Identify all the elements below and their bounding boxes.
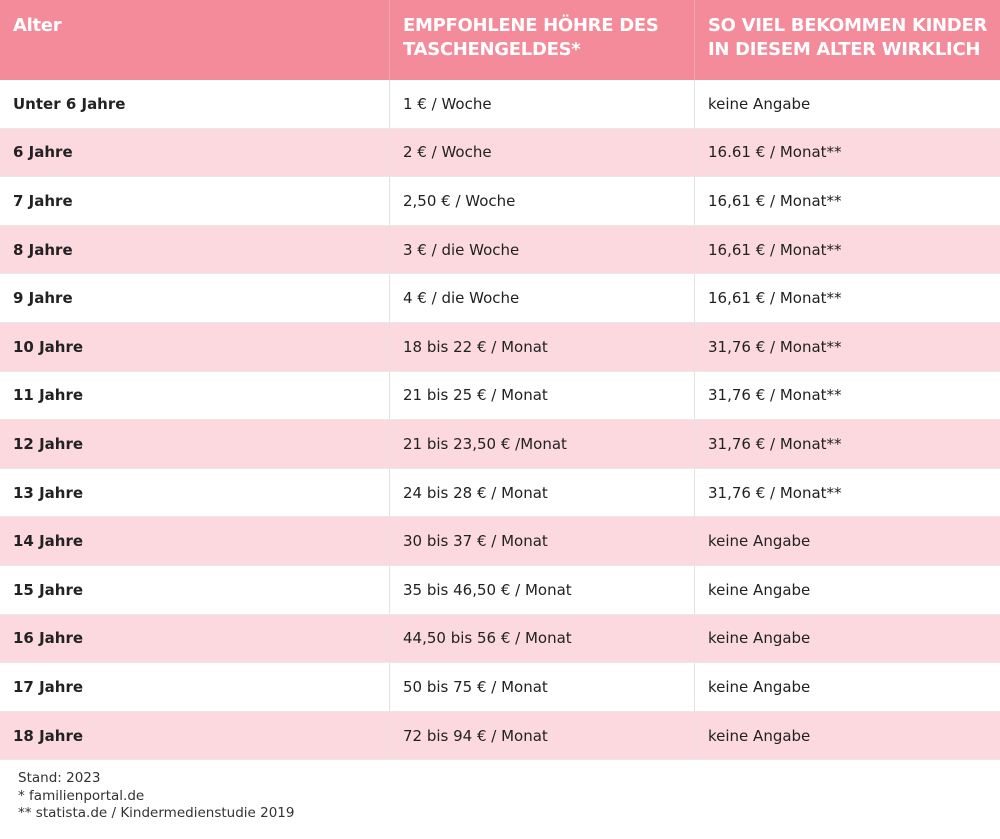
table-row (0, 420, 1000, 469)
cell-actual: 16,61 € / Monat** (708, 240, 842, 259)
table-row (0, 663, 1000, 712)
cell-age: 9 Jahre (0, 274, 390, 322)
table-row (0, 615, 1000, 664)
table-row (0, 372, 1000, 421)
cell-actual: keine Angabe (708, 629, 811, 648)
cell-recommended: 18 bis 22 € / Monat (390, 323, 695, 371)
cell-recommended: 35 bis 46,50 € / Monat (390, 566, 695, 614)
cell-recommended: 2,50 € / Woche (390, 177, 695, 225)
table-row (0, 469, 1000, 518)
cell-recommended: 24 bis 28 € / Monat (390, 469, 695, 517)
table-row (0, 566, 1000, 615)
cell-actual: 16,61 € / Monat** (708, 191, 842, 210)
cell-recommended: 21 bis 25 € / Monat (390, 372, 695, 420)
cell-recommended: 1 € / Woche (390, 80, 695, 128)
cell-age: 15 Jahre (0, 566, 390, 614)
cell-actual: 16.61 € / Monat** (708, 143, 842, 162)
table-row (0, 177, 1000, 226)
cell-age: 8 Jahre (0, 226, 390, 274)
table-row (0, 129, 1000, 178)
cell-age: 17 Jahre (0, 663, 390, 711)
cell-age: 11 Jahre (0, 372, 390, 420)
column-header-recommended-label: EMPFOHLENE HÖHRE DES TASCHENGELDES* (403, 15, 659, 60)
table-row (0, 517, 1000, 566)
table-header-row (0, 0, 1000, 80)
cell-age: Unter 6 Jahre (0, 80, 390, 128)
cell-actual: keine Angabe (708, 532, 811, 551)
cell-age: 12 Jahre (0, 420, 390, 468)
cell-actual: keine Angabe (708, 677, 811, 696)
column-header-actual (695, 0, 1000, 80)
cell-recommended: 3 € / die Woche (390, 226, 695, 274)
cell-recommended: 21 bis 23,50 € /Monat (390, 420, 695, 468)
cell-recommended: 2 € / Woche (390, 129, 695, 177)
cell-age: 18 Jahre (0, 712, 390, 760)
column-header-actual-label: SO VIEL BEKOMMEN KINDER IN DIESEM ALTER WIRKLICH (708, 15, 988, 60)
cell-age: 14 Jahre (0, 517, 390, 565)
footnotes (0, 760, 1000, 823)
cell-age: 16 Jahre (0, 615, 390, 663)
cell-actual: 31,76 € / Monat** (708, 337, 842, 356)
table-row (0, 274, 1000, 323)
cell-actual: 31,76 € / Monat** (708, 434, 842, 453)
cell-recommended: 44,50 bis 56 € / Monat (390, 615, 695, 663)
cell-age: 13 Jahre (0, 469, 390, 517)
cell-age: 7 Jahre (0, 177, 390, 225)
cell-actual: keine Angabe (708, 726, 811, 745)
cell-actual: 31,76 € / Monat** (708, 386, 842, 405)
footnote-source-2: ** statista.de / Kindermedienstudie 2019 (18, 805, 295, 822)
footnote-stand: Stand: 2023 (18, 770, 101, 787)
table-row (0, 226, 1000, 275)
table-row (0, 712, 1000, 761)
footnote-source-1: * familienportal.de (18, 787, 145, 804)
cell-recommended: 72 bis 94 € / Monat (390, 712, 695, 760)
cell-actual: keine Angabe (708, 94, 811, 113)
cell-recommended: 30 bis 37 € / Monat (390, 517, 695, 565)
table-body (0, 80, 1000, 760)
table-row (0, 323, 1000, 372)
cell-actual: 16,61 € / Monat** (708, 289, 842, 308)
cell-age: 10 Jahre (0, 323, 390, 371)
table-row (0, 80, 1000, 129)
column-header-age (0, 0, 390, 80)
cell-actual: keine Angabe (708, 580, 811, 599)
cell-age: 6 Jahre (0, 129, 390, 177)
cell-recommended: 4 € / die Woche (390, 274, 695, 322)
column-header-age-label: Alter (13, 15, 62, 36)
column-header-recommended (390, 0, 695, 80)
cell-actual: 31,76 € / Monat** (708, 483, 842, 502)
cell-recommended: 50 bis 75 € / Monat (390, 663, 695, 711)
